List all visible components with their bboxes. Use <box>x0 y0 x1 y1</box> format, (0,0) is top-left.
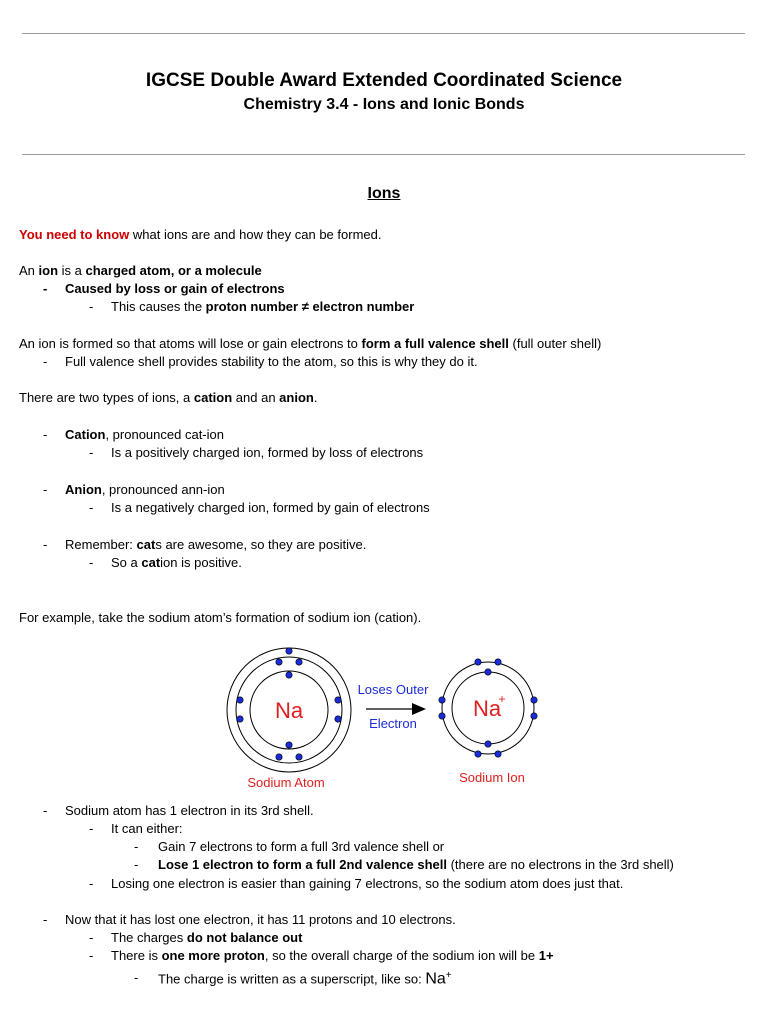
bullet-dash: - <box>43 537 48 552</box>
bullet-dash: - <box>43 281 48 296</box>
sodium-option-gain: Gain 7 electrons to form a full 3rd valence shell or <box>158 839 445 854</box>
sodium-point-2b: There is one more proton, so the overall charge of the sodium ion will be 1+ <box>111 948 554 963</box>
bullet-dash: - <box>43 427 48 442</box>
sodium-atom-label: Sodium Atom <box>247 775 325 790</box>
ion-formation-bullet: Full valence shell provides stability to the atom, so this is why they do it. <box>65 354 478 369</box>
bullet-dash: - <box>89 500 94 515</box>
bullet-dash: - <box>134 970 139 985</box>
bullet-dash: - <box>43 803 48 818</box>
sodium-point-2b-sub: The charge is written as a superscript, like so: Na+ <box>158 970 452 988</box>
sodium-option-lose: Lose 1 electron to form a full 2nd valence shell (there are no electrons in the 3rd shell) <box>158 857 674 872</box>
sodium-point-1a: It can either: <box>111 821 183 836</box>
intro-line: You need to know what ions are and how they can be formed. <box>19 227 382 242</box>
ion-formation: An ion is formed so that atoms will lose or gain electrons to form a full valence shell (full outer shell) <box>19 336 602 351</box>
anion-description: Is a negatively charged ion, formed by gain of electrons <box>111 500 430 515</box>
cation-description: Is a positively charged ion, formed by loss of electrons <box>111 445 424 460</box>
intro-highlight: You need to know <box>19 227 130 242</box>
section-title: Ions <box>367 185 401 202</box>
sodium-point-2: Now that it has lost one electron, it has 11 protons and 10 electrons. <box>65 912 456 927</box>
sodium-point-1: Sodium atom has 1 electron in its 3rd shell. <box>65 803 314 818</box>
sodium-atom-symbol: Na <box>274 698 304 723</box>
bullet-dash: - <box>134 857 139 872</box>
arrow-head <box>412 703 426 715</box>
bullet-dash: - <box>89 299 94 314</box>
bullet-dash: - <box>43 482 48 497</box>
bullet-dash: - <box>89 555 94 570</box>
document-title: IGCSE Double Award Extended Coordinated Science <box>145 70 623 91</box>
ion-definition-bullet: Caused by loss or gain of electrons <box>65 281 285 296</box>
sodium-point-1b: Losing one electron is easier than gaining 7 electrons, so the sodium atom does just that. <box>111 876 624 891</box>
example-line: For example, take the sodium atom’s formation of sodium ion (cation). <box>19 610 422 625</box>
remember-sub: So a cation is positive. <box>111 555 242 570</box>
bullet-dash: - <box>89 445 94 460</box>
arrow-label-top: Loses Outer <box>357 682 429 697</box>
sodium-ion-formula: Na <box>425 970 446 988</box>
bullet-dash: - <box>134 839 139 854</box>
bullet-dash: - <box>89 948 94 963</box>
bullet-dash: - <box>43 354 48 369</box>
bullet-dash: - <box>89 930 94 945</box>
anion-item: Anion, pronounced ann-ion <box>65 482 225 497</box>
bullet-dash: - <box>89 876 94 891</box>
document-subtitle: Chemistry 3.4 - Ions and Ionic Bonds <box>243 96 525 113</box>
bullet-dash: - <box>43 912 48 927</box>
sodium-ion-diagram <box>0 642 768 792</box>
arrow-label-bottom: Electron <box>369 716 417 731</box>
header-divider <box>22 154 745 155</box>
ion-definition: An ion is a charged atom, or a molecule <box>19 263 262 278</box>
sodium-ion-symbol: Na <box>472 696 502 721</box>
cation-item: Cation, pronounced cat-ion <box>65 427 224 442</box>
bullet-dash: - <box>89 821 94 836</box>
sodium-ion-charge: + <box>498 692 506 706</box>
top-divider <box>22 33 745 34</box>
sodium-ion-label: Sodium Ion <box>459 770 525 785</box>
ion-definition-sub: This causes the proton number ≠ electron number <box>111 299 415 314</box>
sodium-point-2a: The charges do not balance out <box>111 930 303 945</box>
ion-types: There are two types of ions, a cation and an anion. <box>19 390 318 405</box>
remember-item: Remember: cats are awesome, so they are positive. <box>65 537 367 552</box>
